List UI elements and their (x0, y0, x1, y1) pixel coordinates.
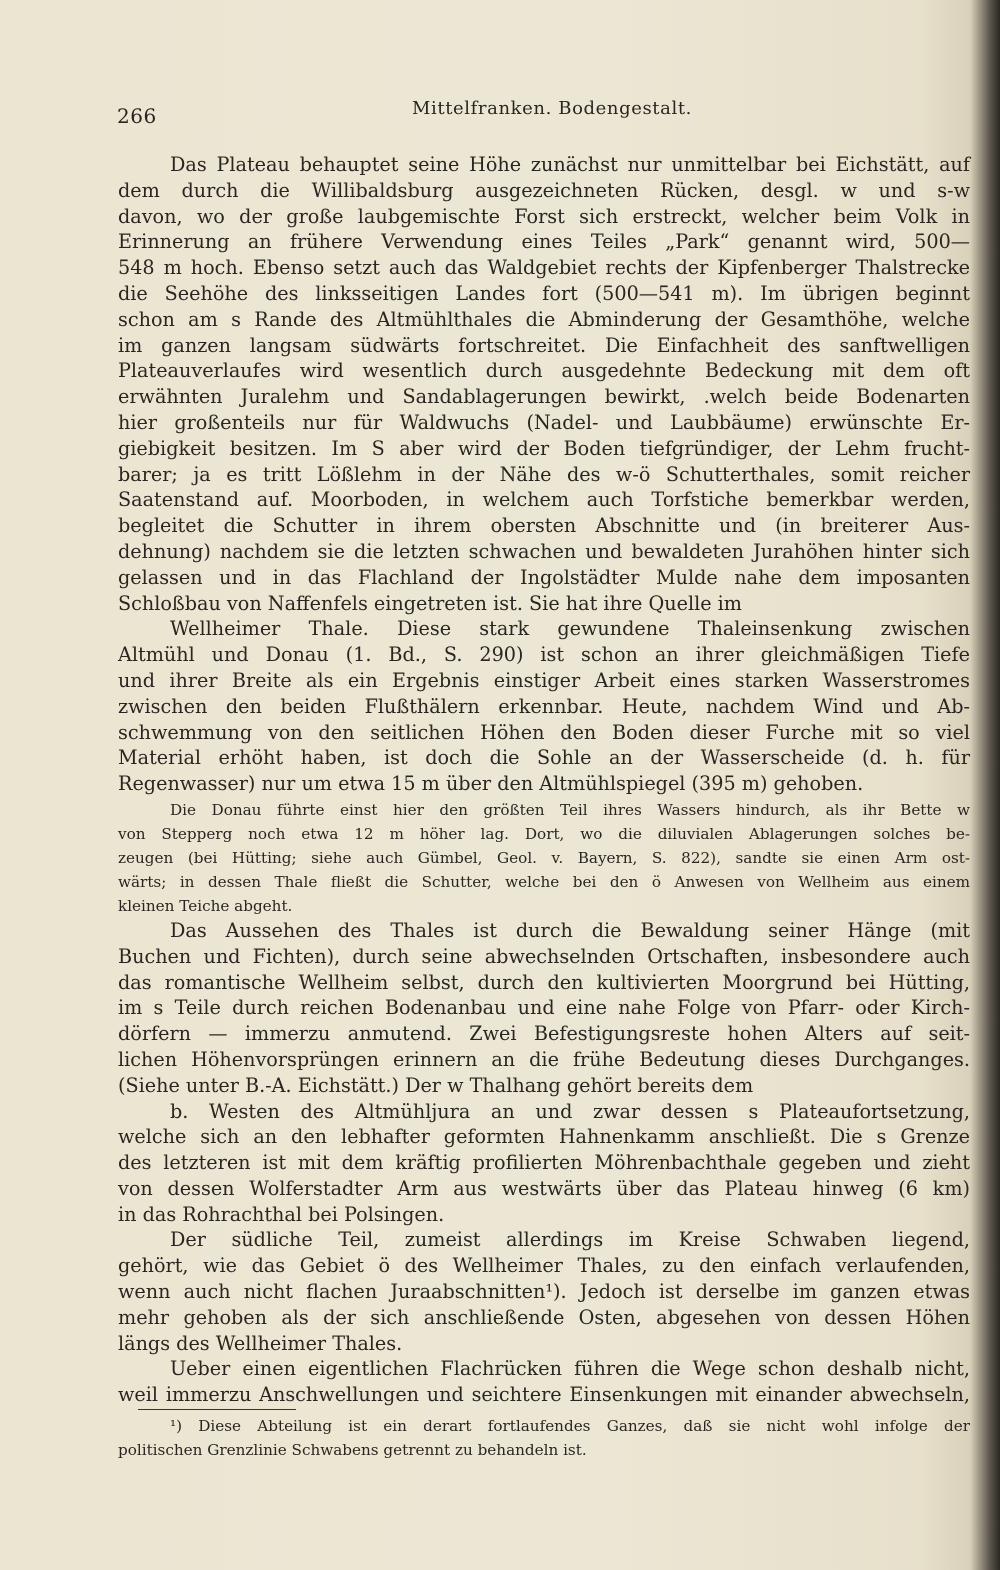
body2-line: Das Aussehen des Thales ist durch die Bewaldung seiner Hänge (mit (170, 918, 970, 942)
body-line: Altmühl und Donau (1. Bd., S. 290) ist schon an ihrer gleichmäßigen Tiefe (118, 643, 970, 667)
body-line: Saatenstand auf. Moorboden, in welchem auch Torfstiche bemerkbar werden, (118, 488, 970, 512)
body-line: im ganzen langsam südwärts fortschreitet. Die Einfachheit des sanftwelligen (118, 333, 970, 357)
body2-line: in das Rohrachthal bei Polsingen. (118, 1202, 445, 1226)
body-line: Regenwasser) nur um etwa 15 m über den Altmühlspiegel (395 m) gehoben. (118, 772, 864, 796)
body2-line: Ueber einen eigentlichen Flachrücken führen die Wege schon deshalb nicht, (170, 1357, 970, 1381)
body2-line: das romantische Wellheim selbst, durch den kultivierten Moorgrund bei Hütting, (118, 970, 970, 994)
body-line: Erinnerung an frühere Verwendung eines Teiles „Park“ genannt wird, 500— (118, 230, 970, 254)
body-line: davon, wo der große laubgemischte Forst sich erstreckt, welcher beim Volk in (118, 204, 970, 228)
footnotes-line: politischen Grenzlinie Schwabens getrennt zu behandeln ist. (118, 1441, 587, 1459)
body-line: gelassen und in das Flachland der Ingolstädter Mulde nahe dem imposanten (118, 565, 970, 589)
note-line: von Stepperg noch etwa 12 m höher lag. Dort, wo die diluvialen Ablagerungen solches be- (118, 824, 970, 843)
body2-line: längs des Wellheimer Thales. (118, 1331, 403, 1355)
note-line: wärts; in dessen Thale fließt die Schutter, welche bei den ö Anwesen von Wellheim aus einem (118, 872, 970, 891)
footnotes (118, 1414, 970, 1462)
body-line: dehnung) nachdem sie die letzten schwachen und bewaldeten Jurahöhen hinter sich (118, 539, 970, 563)
body2-line: Buchen und Fichten), durch seine abwechselnden Ortschaften, insbesondere auch (118, 944, 970, 968)
body-line: Material erhöht haben, ist doch die Sohle an der Wasserscheide (d. h. für (118, 746, 970, 770)
body-line: 548 m hoch. Ebenso setzt auch das Waldgebiet rechts der Kipfenberger Thalstrecke (118, 256, 970, 280)
body2-line: welche sich an den lebhafter geformten Hahnenkamm anschließt. Die s Grenze (118, 1125, 970, 1149)
body-line: barer; ja es tritt Lößlehm in der Nähe des w-ö Schutterthales, somit reicher (118, 462, 970, 486)
body2-line: des letzteren ist mit dem kräftig profilierten Möhrenbachthale gegeben und zieht (118, 1151, 970, 1175)
body-line: dem durch die Willibaldsburg ausgezeichneten Rücken, desgl. w und s-w (118, 178, 970, 202)
body2-line: mehr gehoben als der sich anschließende Osten, abgesehen von dessen Höhen (118, 1305, 970, 1329)
small-print-note (118, 798, 970, 918)
body-line: begleitet die Schutter in ihrem obersten Abschnitte und (in breiterer Aus- (118, 514, 970, 538)
body-line: erwähnten Juralehm und Sandablagerungen bewirkt, .welch beide Bodenarten (118, 385, 970, 409)
body2-line: wenn auch nicht flachen Juraabschnitten¹). Jedoch ist derselbe im ganzen etwas (118, 1280, 970, 1304)
main-paragraphs (118, 152, 970, 797)
body2-line: im s Teile durch reichen Bodenanbau und eine nahe Folge von Pfarr- oder Kirch- (118, 996, 970, 1020)
continued-paragraphs (118, 918, 970, 1408)
note-line: zeugen (bei Hütting; siehe auch Gümbel, Geol. v. Bayern, S. 822), sandte sie einen Arm ost- (118, 848, 970, 867)
body-line: Wellheimer Thale. Diese stark gewundene Thaleinsenkung zwischen (170, 617, 970, 641)
note-line: Die Donau führte einst hier den größten Teil ihres Wassers hindurch, als ihr Bette w (170, 800, 970, 819)
body-line: zwischen den beiden Flußthälern erkennbar. Heute, nachdem Wind und Ab- (118, 694, 970, 718)
running-head: Mittelfranken. Bodengestalt. (412, 98, 692, 119)
body2-line: lichen Höhenvorsprüngen erinnern an die frühe Bedeutung dieses Durchganges. (118, 1047, 970, 1071)
note-line: kleinen Teiche abgeht. (118, 896, 293, 915)
footnotes-line: ¹) Diese Abteilung ist ein derart fortlaufendes Ganzes, daß sie nicht wohl infolge der (170, 1417, 970, 1435)
body-line: giebigkeit besitzen. Im S aber wird der Boden tiefgründiger, der Lehm frucht- (118, 436, 970, 460)
body-line: schon am s Rande des Altmühlthales die Abminderung der Gesamthöhe, welche (118, 307, 970, 331)
page-header (117, 98, 942, 128)
body-line: Plateauverlaufes wird wesentlich durch ausgedehnte Bedeckung mit dem oft (118, 359, 970, 383)
footnote-rule (138, 1409, 296, 1410)
body-line: Das Plateau behauptet seine Höhe zunächst nur unmittelbar bei Eichstätt, auf (170, 153, 970, 176)
body-line: hier großenteils nur für Waldwuchs (Nadel- und Laubbäume) erwünschte Er- (118, 410, 970, 434)
body2-line: b. Westen des Altmühljura an und zwar dessen s Plateaufortsetzung, (170, 1099, 970, 1123)
body-line: Schloßbau von Naffenfels eingetreten ist. Sie hat ihre Quelle im (118, 591, 742, 615)
body2-line: von dessen Wolferstadter Arm aus westwärts über das Plateau hinweg (6 km) (118, 1176, 970, 1200)
body2-line: gehört, wie das Gebiet ö des Wellheimer Thales, zu den einfach verlaufenden, (118, 1254, 970, 1278)
body2-line: weil immerzu Anschwellungen und seichtere Einsenkungen mit einander abwechseln, (118, 1383, 970, 1407)
body-line: schwemmung von den seitlichen Höhen den Boden dieser Furche mit so viel (118, 720, 970, 744)
body2-line: Der südliche Teil, zumeist allerdings im Kreise Schwaben liegend, (170, 1228, 970, 1252)
body2-line: (Siehe unter B.-A. Eichstätt.) Der w Thalhang gehört bereits dem (118, 1073, 754, 1097)
body-text (118, 152, 970, 1408)
body-line: die Seehöhe des linksseitigen Landes fort (500—541 m). Im übrigen beginnt (118, 281, 970, 305)
body2-line: dörfern — immerzu anmutend. Zwei Befestigungsreste hohen Alters auf seit- (118, 1022, 970, 1046)
page-number: 266 (117, 104, 157, 128)
body-line: und ihrer Breite als ein Ergebnis einstiger Arbeit eines starken Wasserstromes (118, 668, 970, 692)
